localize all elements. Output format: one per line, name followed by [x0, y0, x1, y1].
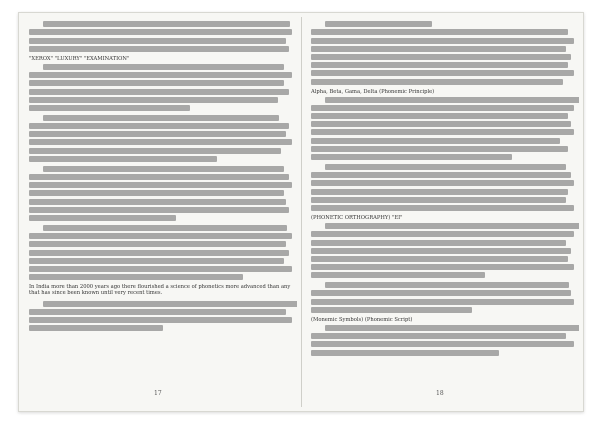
paragraph — [311, 164, 579, 211]
right-page — [311, 19, 579, 399]
paragraph — [311, 223, 579, 278]
latin-terms: "XEROX" "LUXURY" "EXAMINATION" — [29, 55, 130, 62]
english-quote: In India more than 2000 years ago there flourished a science of phonetics more advanced than any that has since been known until very recent times. — [29, 284, 291, 297]
book-spread — [18, 12, 584, 412]
gutter-divider — [301, 17, 302, 407]
latin-terms: (Monemic Symbols) (Phonemic Script) — [311, 316, 413, 323]
page-number: 17 — [154, 390, 162, 397]
paragraph — [311, 97, 579, 160]
latin-terms: (PHONETIC ORTHOGRAPHY) "EI" — [311, 214, 403, 221]
paragraph — [29, 64, 297, 111]
paragraph — [29, 225, 297, 280]
page-number: 18 — [436, 390, 444, 397]
paragraph — [29, 21, 297, 52]
latin-terms: Alpha, Beta, Gama, Delta (Phonemic Principle) — [311, 88, 435, 95]
paragraph — [311, 282, 579, 313]
left-page — [29, 19, 297, 399]
paragraph — [29, 166, 297, 221]
paragraph — [29, 301, 297, 332]
paragraph — [29, 115, 297, 162]
paragraph — [311, 325, 579, 356]
paragraph — [311, 21, 579, 84]
